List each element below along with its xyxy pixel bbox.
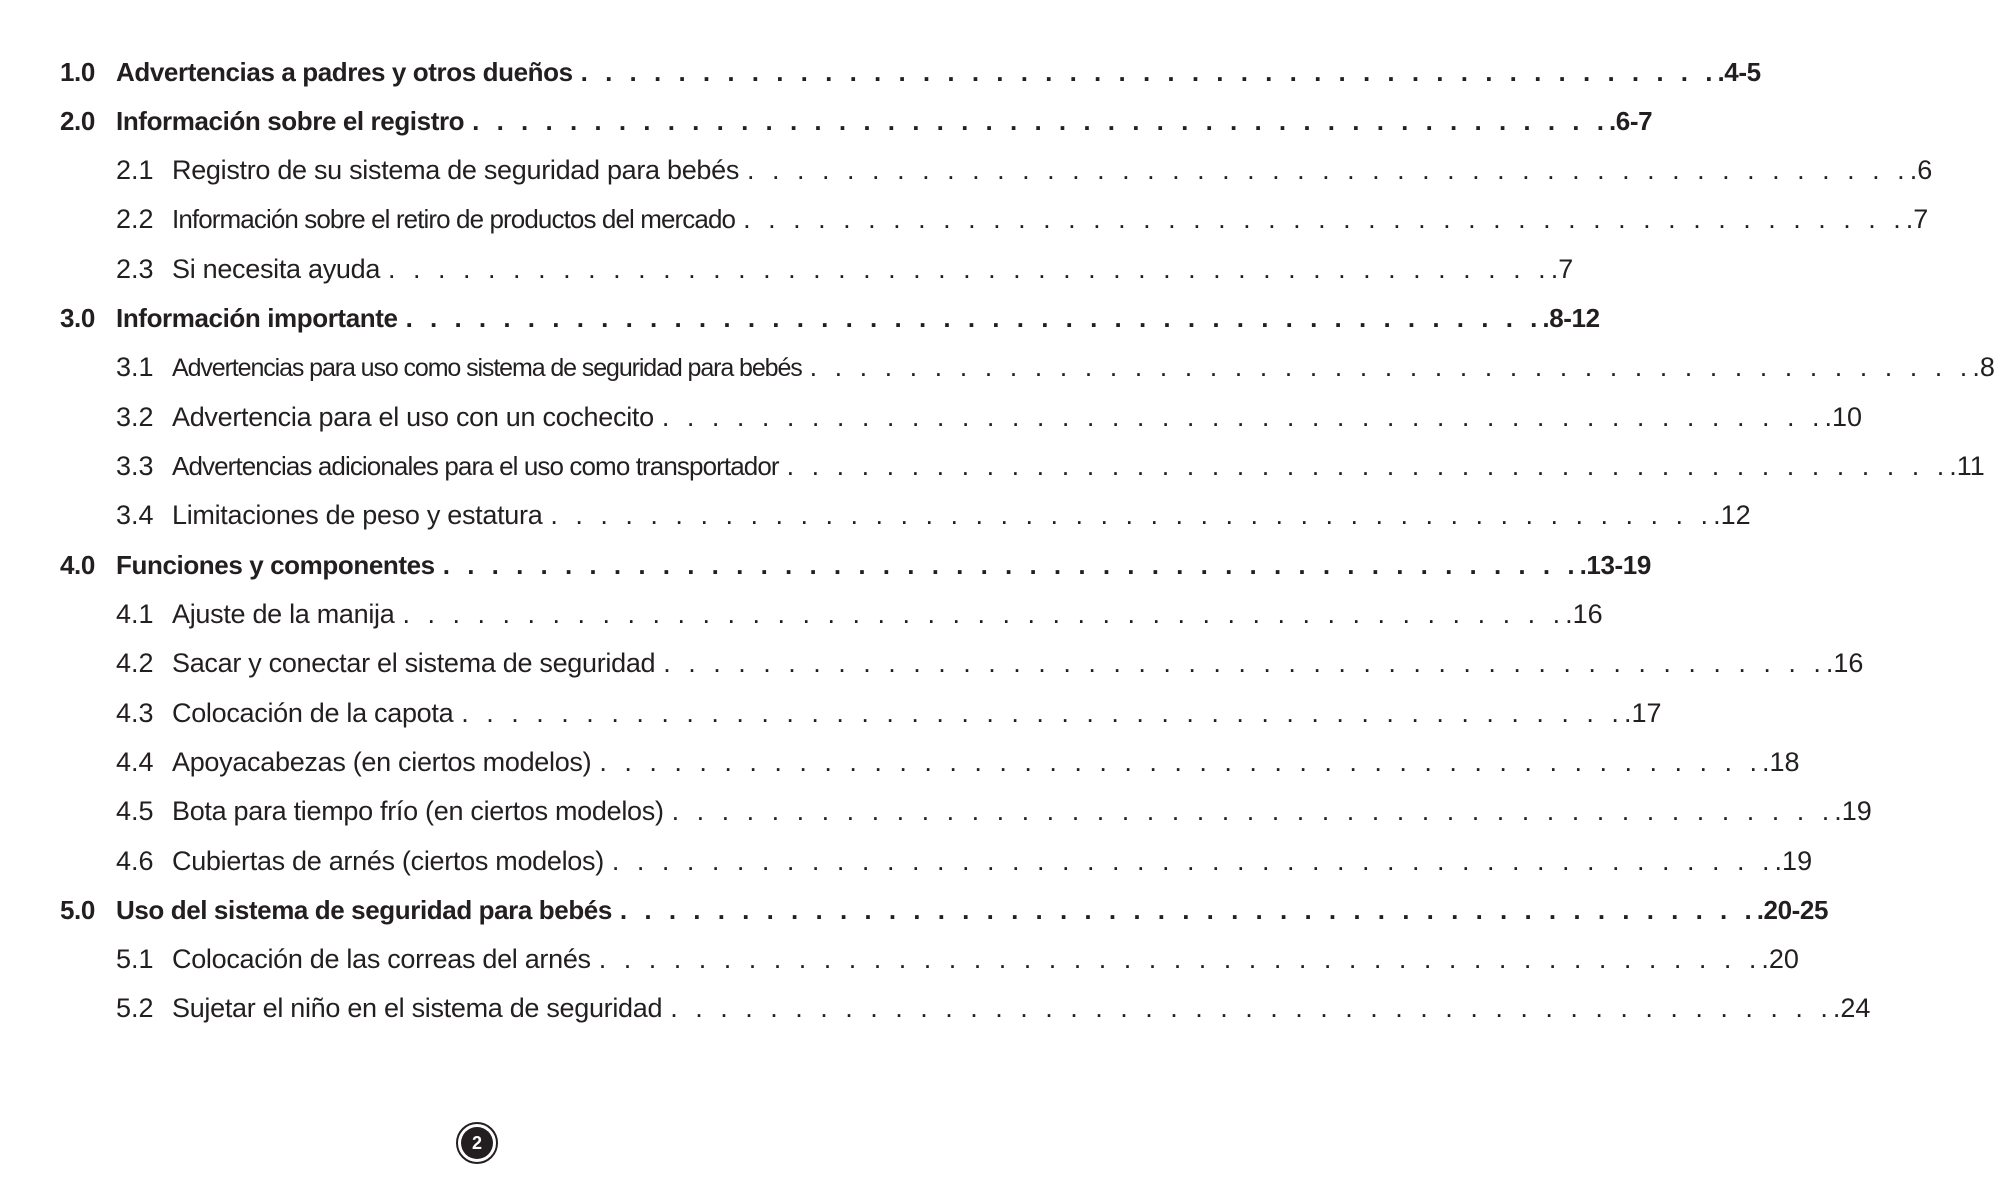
section-number: 4.6 <box>116 846 154 876</box>
page-reference: .19 <box>1834 796 1872 826</box>
section-title: Advertencia para el uso con un cochecito <box>172 397 662 437</box>
toc-entry-5-1[interactable] <box>0 939 1799 979</box>
toc-entry-5-0[interactable] <box>0 890 1829 930</box>
toc-entry-4-1[interactable] <box>0 594 1603 634</box>
page-reference: .20-25 <box>1756 895 1829 925</box>
section-number: 4.5 <box>116 796 154 826</box>
page-reference: .12 <box>1713 500 1751 530</box>
section-title: Información importante <box>116 298 406 338</box>
dot-leader: . . . . . . . . . . . . . . . . . . . . . . . . . . . . . . . . . . . . . . . . . . . . . . . <box>809 352 1973 382</box>
dot-leader: . . . . . . . . . . . . . . . . . . . . . . . . . . . . . . . . . . . . . . . . . . . . . . . <box>388 254 1551 284</box>
dot-leader: . . . . . . . . . . . . . . . . . . . . . . . . . . . . . . . . . . . . . . . . . . . . . . . <box>619 895 1757 925</box>
dot-leader: . . . . . . . . . . . . . . . . . . . . . . . . . . . . . . . . . . . . . . . . . . . . . . . <box>580 57 1718 87</box>
page-reference: .19 <box>1774 846 1813 876</box>
section-title: Ajuste de la manija <box>172 594 402 634</box>
section-title: Si necesita ayuda <box>172 249 388 289</box>
section-number: 2.0 <box>60 106 95 136</box>
toc-entry-3-4[interactable] <box>0 495 1751 535</box>
dot-leader: . . . . . . . . . . . . . . . . . . . . . . . . . . . . . . . . . . . . . . . . . . . . . . . <box>611 846 1775 876</box>
page-reference: .11 <box>1949 451 1985 481</box>
page-reference: .16 <box>1825 648 1864 678</box>
section-title: Cubiertas de arnés (ciertos modelos) <box>172 841 612 881</box>
section-number: 3.3 <box>116 451 154 481</box>
toc-entry-1-0[interactable] <box>0 52 1761 92</box>
page-reference: .7 <box>1905 204 1929 234</box>
toc-entry-4-6[interactable] <box>0 841 1813 881</box>
section-number: 5.0 <box>60 895 95 925</box>
dot-leader: . . . . . . . . . . . . . . . . . . . . . . . . . . . . . . . . . . . . . . . . . . . . . . . <box>550 500 1714 530</box>
section-title: Funciones y componentes <box>116 545 443 585</box>
toc-entry-4-3[interactable] <box>0 693 1662 733</box>
section-title: Colocación de las correas del arnés <box>172 939 599 979</box>
dot-leader: . . . . . . . . . . . . . . . . . . . . . . . . . . . . . . . . . . . . . . . . . . . . . . . <box>442 550 1580 580</box>
page-reference: .24 <box>1832 993 1871 1023</box>
toc-entry-3-1[interactable] <box>0 347 1995 387</box>
page-reference: .13-19 <box>1579 550 1651 580</box>
section-title: Advertencias a padres y otros dueños <box>116 52 581 92</box>
page-reference: .8-12 <box>1542 303 1600 333</box>
section-number: 3.2 <box>116 402 154 432</box>
toc-entry-4-2[interactable] <box>0 643 1864 683</box>
section-number: 4.4 <box>116 747 154 777</box>
toc-entry-4-5[interactable] <box>0 791 1872 831</box>
section-number: 2.3 <box>116 254 154 284</box>
dot-leader: . . . . . . . . . . . . . . . . . . . . . . . . . . . . . . . . . . . . . . . . . . . . . . . <box>671 796 1835 826</box>
section-number: 1.0 <box>60 57 95 87</box>
section-title: Sujetar el niño en el sistema de seguridad <box>172 988 670 1028</box>
page-number-badge <box>456 1122 498 1164</box>
dot-leader: . . . . . . . . . . . . . . . . . . . . . . . . . . . . . . . . . . . . . . . . . . . . . . . <box>599 747 1762 777</box>
dot-leader: . . . . . . . . . . . . . . . . . . . . . . . . . . . . . . . . . . . . . . . . . . . . . . . <box>402 599 1566 629</box>
dot-leader: . . . . . . . . . . . . . . . . . . . . . . . . . . . . . . . . . . . . . . . . . . . . . . . <box>461 698 1624 728</box>
toc-entry-5-2[interactable] <box>0 988 1871 1028</box>
section-title: Información sobre el registro <box>116 101 472 141</box>
section-title: Advertencias adicionales para el uso como transportador <box>172 446 787 486</box>
dot-leader: . . . . . . . . . . . . . . . . . . . . . . . . . . . . . . . . . . . . . . . . . . . . . . . <box>472 106 1609 136</box>
page-reference: .4-5 <box>1717 57 1761 87</box>
page-reference: .17 <box>1623 698 1662 728</box>
page-reference: .6-7 <box>1608 106 1653 136</box>
section-number: 4.1 <box>116 599 154 629</box>
page-reference: .18 <box>1761 747 1800 777</box>
section-title: Información sobre el retiro de productos del mercado <box>172 199 743 239</box>
page-reference: .16 <box>1565 599 1603 629</box>
page-reference: .10 <box>1824 402 1862 432</box>
section-title: Colocación de la capota <box>172 693 461 733</box>
page-reference: .7 <box>1550 254 1574 284</box>
section-title: Apoyacabezas (en ciertos modelos) <box>172 742 599 782</box>
page-reference: .20 <box>1761 944 1799 974</box>
dot-leader: . . . . . . . . . . . . . . . . . . . . . . . . . . . . . . . . . . . . . . . . . . . . . . . <box>598 944 1762 974</box>
section-number: 4.2 <box>116 648 154 678</box>
section-title: Uso del sistema de seguridad para bebés <box>116 890 620 930</box>
toc-entry-2-3[interactable] <box>0 249 1574 289</box>
section-number: 5.2 <box>116 993 154 1023</box>
section-title: Limitaciones de peso y estatura <box>172 495 550 535</box>
section-number: 3.4 <box>116 500 154 530</box>
section-number: 5.1 <box>116 944 154 974</box>
section-title: Advertencias para uso como sistema de seguridad para bebés <box>172 348 810 388</box>
page-number: 2 <box>471 1133 482 1153</box>
section-number: 4.3 <box>116 698 154 728</box>
toc-entry-3-3[interactable] <box>0 446 1985 486</box>
dot-leader: . . . . . . . . . . . . . . . . . . . . . . . . . . . . . . . . . . . . . . . . . . . . . . . <box>786 451 1950 481</box>
toc-entry-2-1[interactable] <box>0 150 1933 190</box>
page-reference: .6 <box>1909 155 1933 185</box>
toc-entry-4-0[interactable] <box>0 545 1651 585</box>
toc-entry-3-0[interactable] <box>0 298 1600 338</box>
page-reference: .8 <box>1972 352 1995 382</box>
dot-leader: . . . . . . . . . . . . . . . . . . . . . . . . . . . . . . . . . . . . . . . . . . . . . . . <box>747 155 1910 185</box>
dot-leader: . . . . . . . . . . . . . . . . . . . . . . . . . . . . . . . . . . . . . . . . . . . . . . . <box>743 204 1906 234</box>
toc-entry-4-4[interactable] <box>0 742 1800 782</box>
section-title: Bota para tiempo frío (en ciertos modelos) <box>172 791 672 831</box>
dot-leader: . . . . . . . . . . . . . . . . . . . . . . . . . . . . . . . . . . . . . . . . . . . . . . . <box>663 648 1826 678</box>
section-number: 4.0 <box>60 550 95 580</box>
section-title: Registro de su sistema de seguridad para bebés <box>172 150 747 190</box>
toc-entry-2-2[interactable] <box>0 199 1929 239</box>
section-number: 2.1 <box>116 155 154 185</box>
section-number: 3.1 <box>116 352 154 382</box>
section-title: Sacar y conectar el sistema de seguridad <box>172 643 663 683</box>
dot-leader: . . . . . . . . . . . . . . . . . . . . . . . . . . . . . . . . . . . . . . . . . . . . . . . <box>670 993 1833 1023</box>
toc-entry-3-2[interactable] <box>0 397 1862 437</box>
section-number: 2.2 <box>116 204 154 234</box>
dot-leader: . . . . . . . . . . . . . . . . . . . . . . . . . . . . . . . . . . . . . . . . . . . . . . . <box>405 303 1543 333</box>
dot-leader: . . . . . . . . . . . . . . . . . . . . . . . . . . . . . . . . . . . . . . . . . . . . . . . <box>661 402 1825 432</box>
section-number: 3.0 <box>60 303 95 333</box>
toc-entry-2-0[interactable] <box>0 101 1653 141</box>
